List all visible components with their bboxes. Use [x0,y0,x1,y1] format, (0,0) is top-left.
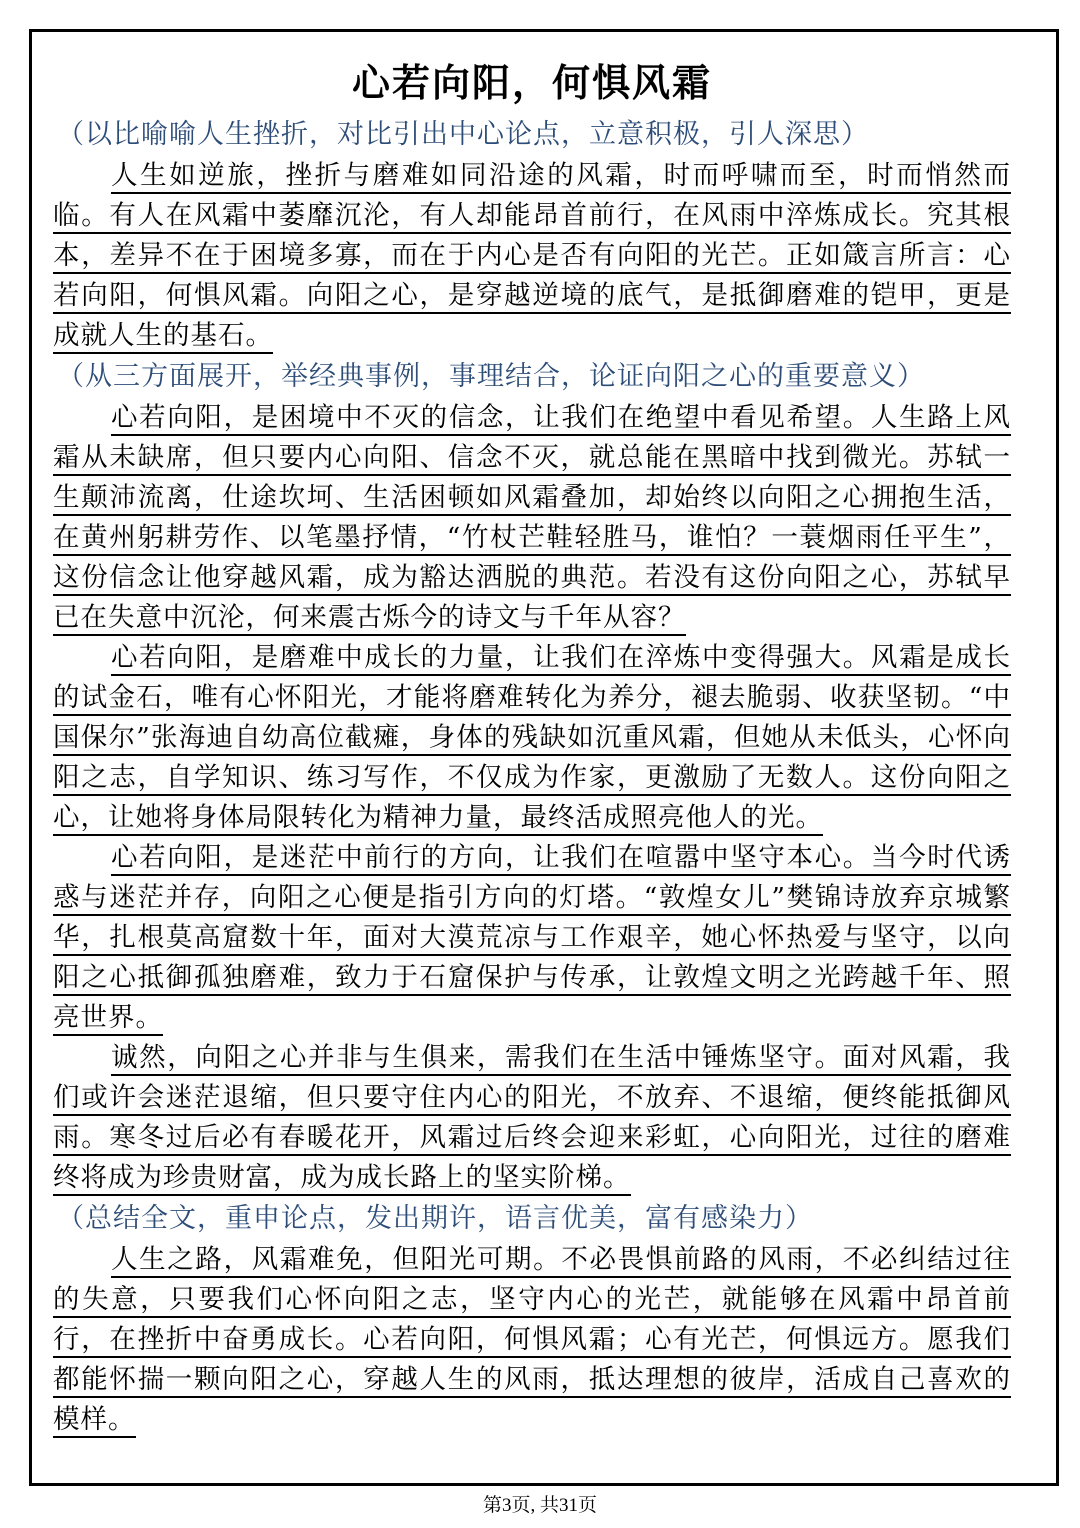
essay [53,52,1011,1440]
paragraph-transition: 诚然，向阳之心并非与生俱来，需我们在生活中锤炼坚守。面对风霜，我们或许会迷茫退缩，但只要守住内心的阳光，不放弃、不退缩，便终能抵御风雨。寒冬过后必有春暖花开，风霜过后终会迎来彩虹，心向阳光，过往的磨难终将成为珍贵财富，成为成长路上的坚实阶梯。 [53,1038,1011,1198]
page-number: 第3页, 共31页 [482,1495,597,1516]
essay-title: 心若向阳，何惧风霜 [351,61,712,105]
paragraph-growth: 心若向阳，是磨难中成长的力量，让我们在淬炼中变得强大。风霜是成长的试金石，唯有心怀阳光，才能将磨难转化为养分，褪去脆弱、收获坚韧。“中国保尔”张海迪自幼高位截瘫，身体的残缺如沉重风霜，但她从未低头，心怀向阳之志，自学知识、练习写作，不仅成为作家，更激励了无数人。这份向阳之心，让她将身体局限转化为精神力量，最终活成照亮他人的光。 [53,638,1011,838]
annotation-conclusion: （总结全文，重申论点，发出期许，语言优美，富有感染力） [57,1203,813,1234]
annotation-body: （从三方面展开，举经典事例，事理结合，论证向阳之心的重要意义） [57,361,925,392]
paragraph-conclusion: 人生之路，风霜难免，但阳光可期。不必畏惧前路的风雨，不必纠结过往的失意，只要我们心怀向阳之志，坚守内心的光芒，就能够在风霜中昂首前行，在挫折中奋勇成长。心若向阳，何惧风霜；心有光芒，何惧远方。愿我们都能怀揣一颗向阳之心，穿越人生的风雨，抵达理想的彼岸，活成自己喜欢的模样。 [53,1240,1011,1440]
paragraph-intro: 人生如逆旅，挫折与磨难如同沿途的风霜，时而呼啸而至，时而悄然而临。有人在风霜中萎靡沉沦，有人却能昂首前行，在风雨中淬炼成长。究其根本，差异不在于困境多寡，而在于内心是否有向阳的光芒。正如箴言所言：心若向阳，何惧风霜。向阳之心，是穿越逆境的底气，是抵御磨难的铠甲，更是成就人生的基石。 [53,156,1011,356]
paragraph-direction: 心若向阳，是迷茫中前行的方向，让我们在喧嚣中坚守本心。当今时代诱惑与迷茫并存，向阳之心便是指引方向的灯塔。“敦煌女儿”樊锦诗放弃京城繁华，扎根莫高窟数十年，面对大漠荒凉与工作艰辛，她心怀热爱与坚守，以向阳之心抵御孤独磨难，致力于石窟保护与传承，让敦煌文明之光跨越千年、照亮世界。 [53,838,1011,1038]
paragraph-belief: 心若向阳，是困境中不灭的信念，让我们在绝望中看见希望。人生路上风霜从未缺席，但只要内心向阳、信念不灭，就总能在黑暗中找到微光。苏轼一生颠沛流离，仕途坎坷、生活困顿如风霜叠加，却始终以向阳之心拥抱生活，在黄州躬耕劳作、以笔墨抒情，“竹杖芒鞋轻胜马，谁怕？一蓑烟雨任平生”，这份信念让他穿越风霜，成为豁达洒脱的典范。若没有这份向阳之心，苏轼早已在失意中沉沦，何来震古烁今的诗文与千年从容？ [53,398,1011,638]
annotation-intro: （以比喻喻人生挫折，对比引出中心论点，立意积极，引人深思） [57,119,869,150]
